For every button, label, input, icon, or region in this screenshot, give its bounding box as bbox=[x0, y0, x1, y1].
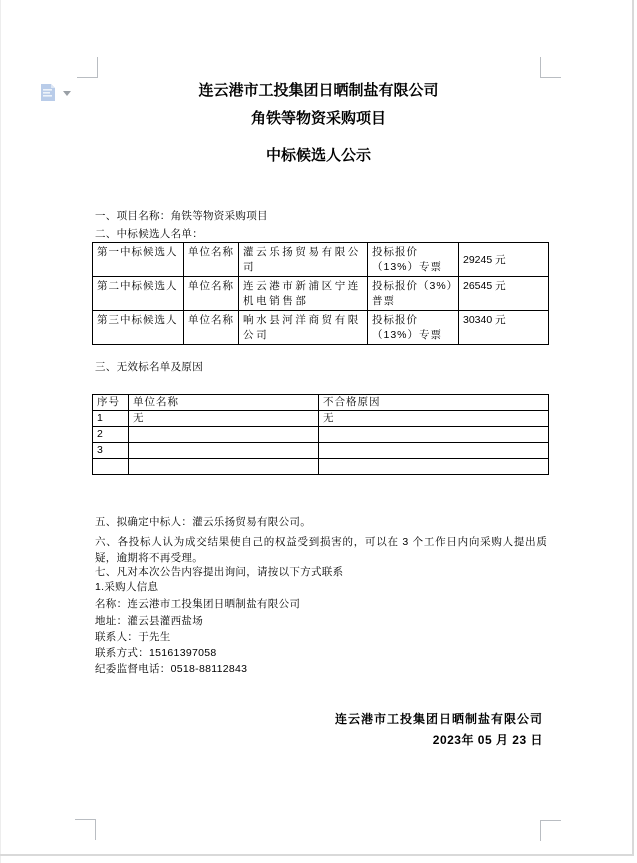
table-cell: 29245 元 bbox=[459, 243, 549, 277]
doc-title-project: 角铁等物资采购项目 bbox=[250, 110, 386, 127]
body-line-contact-person: 联系人：于先生 bbox=[95, 631, 171, 643]
page-edge-left bbox=[0, 0, 1, 863]
table-cell: 无 bbox=[129, 411, 319, 427]
doc-title-company: 连云港市工投集团日晒制盐有限公司 bbox=[198, 82, 439, 99]
table-cell: 30340 元 bbox=[459, 311, 549, 345]
page-edge-bottom bbox=[0, 854, 634, 856]
page-edge-right bbox=[632, 0, 634, 856]
crop-mark-top-right bbox=[540, 57, 561, 78]
table-cell: 单位名称 bbox=[184, 311, 239, 345]
table-row bbox=[93, 411, 549, 427]
invalid-bids-table bbox=[92, 394, 549, 475]
table-row bbox=[93, 443, 549, 459]
body-line-candidate-list: 二、中标候选人名单： bbox=[95, 228, 203, 240]
table-cell: 无 bbox=[319, 411, 549, 427]
table-row bbox=[93, 277, 549, 311]
table-cell: 第一中标候选人 bbox=[93, 243, 184, 277]
table-cell bbox=[93, 459, 129, 475]
crop-mark-top-left bbox=[77, 57, 98, 78]
body-line-purchaser-name: 名称：连云港市工投集团日晒制盐有限公司 bbox=[95, 598, 301, 610]
crop-mark-bottom-left bbox=[75, 819, 96, 840]
table-row bbox=[93, 311, 549, 345]
body-line-inquiry: 七、凡对本次公告内容提出询问，请按以下方式联系 bbox=[95, 566, 344, 578]
table-cell: 第三中标候选人 bbox=[93, 311, 184, 345]
table-header-cell: 单位名称 bbox=[129, 395, 319, 411]
table-cell: 单位名称 bbox=[184, 277, 239, 311]
table-cell: 投标报价（13%）专票 bbox=[368, 311, 459, 345]
table-cell: 灌云乐扬贸易有限公司 bbox=[239, 243, 368, 277]
table-row bbox=[93, 459, 549, 475]
table-row bbox=[93, 427, 549, 443]
table-cell bbox=[319, 443, 549, 459]
table-header-row bbox=[93, 395, 549, 411]
table-header-cell: 不合格原因 bbox=[319, 395, 549, 411]
doc-title-announcement: 中标候选人公示 bbox=[265, 147, 371, 164]
table-cell bbox=[129, 443, 319, 459]
crop-mark-bottom-right bbox=[540, 820, 561, 841]
signature-company: 连云港市工投集团日晒制盐有限公司 bbox=[334, 712, 543, 726]
table-cell: 投标报价（3%）普票 bbox=[368, 277, 459, 311]
signature-date: 2023年 05 月 23 日 bbox=[432, 733, 543, 747]
body-line-contact-phone: 联系方式：15161397058 bbox=[95, 647, 217, 659]
table-cell: 26545 元 bbox=[459, 277, 549, 311]
body-line-invalid-bids: 三、无效标名单及原因 bbox=[95, 361, 203, 373]
table-row bbox=[93, 243, 549, 277]
table-cell: 3 bbox=[93, 443, 129, 459]
table-cell: 1 bbox=[93, 411, 129, 427]
body-line-objection-1: 六、各投标人认为成交结果使自己的权益受到损害的，可以在 3 个工作日内向采购人提出质 bbox=[95, 536, 548, 548]
table-cell bbox=[129, 459, 319, 475]
table-cell: 投标报价（13%）专票 bbox=[368, 243, 459, 277]
body-line-winner: 五、拟确定中标人：灌云乐扬贸易有限公司。 bbox=[95, 516, 311, 528]
body-line-project-name: 一、项目名称：角铁等物资采购项目 bbox=[95, 210, 268, 222]
table-header-cell: 序号 bbox=[93, 395, 129, 411]
table-cell bbox=[319, 459, 549, 475]
table-cell: 2 bbox=[93, 427, 129, 443]
chevron-down-icon[interactable] bbox=[63, 91, 71, 96]
paste-options-icon[interactable] bbox=[40, 84, 56, 107]
table-cell: 响水县河洋商贸有限公司 bbox=[239, 311, 368, 345]
table-cell: 第二中标候选人 bbox=[93, 277, 184, 311]
candidates-table bbox=[92, 242, 549, 345]
body-line-address: 地址：灌云县灌西盐场 bbox=[95, 615, 203, 627]
body-line-objection-2: 疑，逾期将不再受理。 bbox=[95, 552, 203, 564]
table-cell: 连云港市新浦区宁连机电销售部 bbox=[239, 277, 368, 311]
table-cell: 单位名称 bbox=[184, 243, 239, 277]
body-line-supervision-phone: 纪委监督电话：0518-88112843 bbox=[95, 663, 248, 675]
table-cell bbox=[129, 427, 319, 443]
table-cell bbox=[319, 427, 549, 443]
body-line-purchaser-header: 1.采购人信息 bbox=[95, 581, 159, 593]
